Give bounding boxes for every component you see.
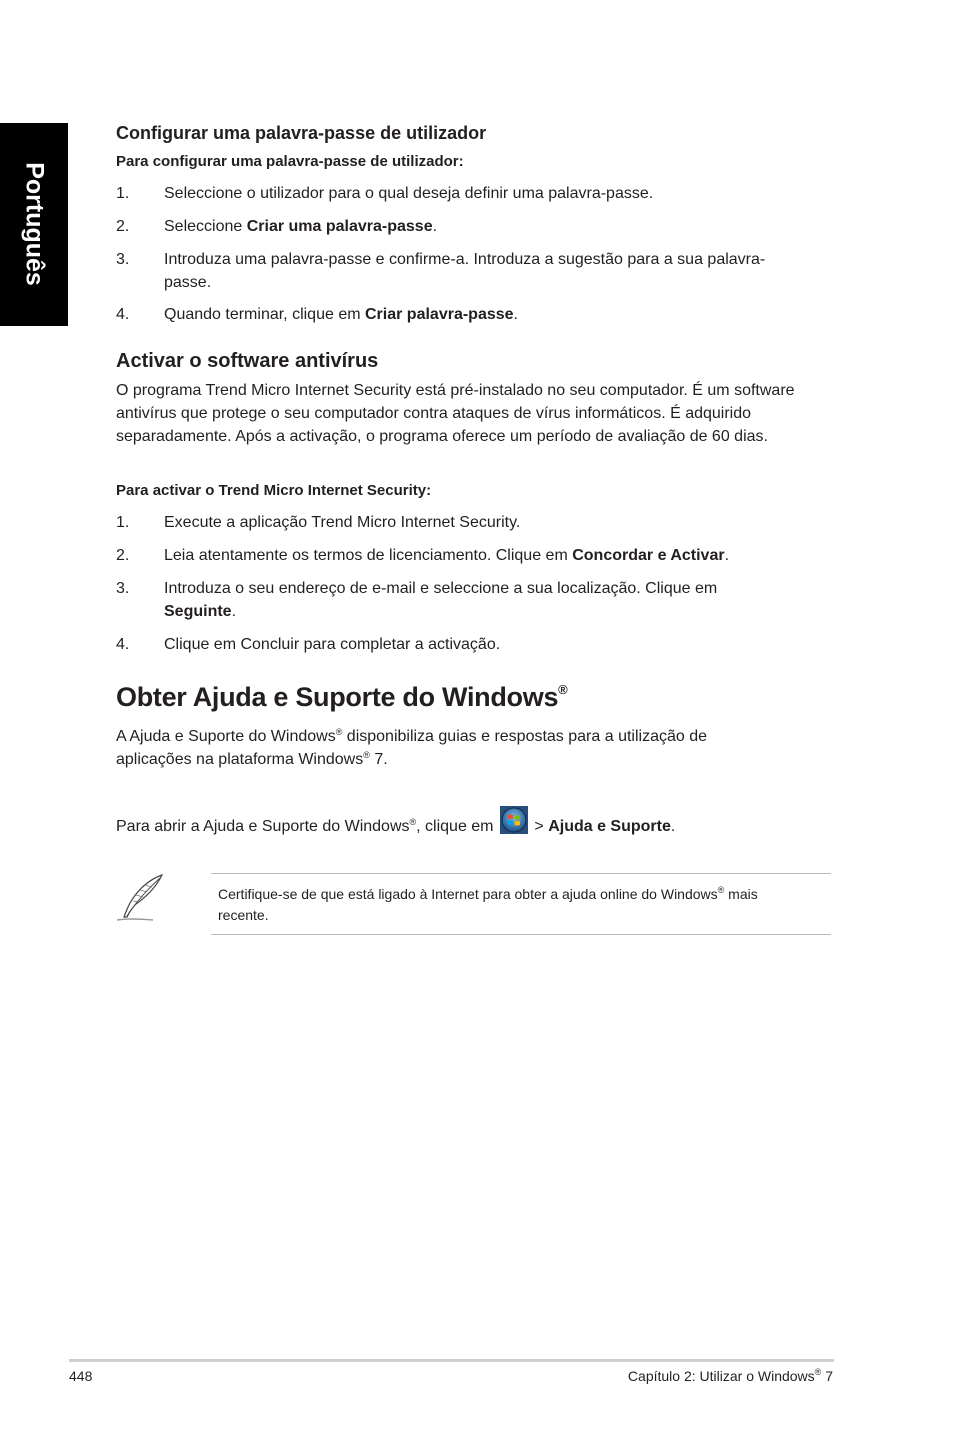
list-item: 3. Introduza o seu endereço de e-mail e seleccione a sua localização. Clique em Seguinte. xyxy=(116,580,718,620)
list-item: 2. Leia atentamente os termos de licenciamento. Clique em Concordar e Activar. xyxy=(116,547,730,564)
page-content xyxy=(116,121,828,935)
antivirus-paragraph: O programa Trend Micro Internet Security está pré-instalado no seu computador. É um software antivírus que protege o seu computador contra ataques de vírus informáticos. É adquirido separadamente. Após a activação, o programa oferece um período de avaliação de 60 dias. xyxy=(116,382,795,445)
list-item: 1. Execute a aplicação Trend Micro Internet Security. xyxy=(116,514,521,531)
steps-list-antivirus xyxy=(116,511,828,656)
chapter-title: Capítulo 2: Utilizar o Windows® 7 xyxy=(627,1367,833,1384)
list-item: 4. Clique em Concluir para completar a activação. xyxy=(116,636,501,653)
language-side-tab xyxy=(0,123,68,326)
language-label: Português xyxy=(20,162,49,286)
list-item: 1. Seleccione o utilizador para o qual deseja definir uma palavra-passe. xyxy=(116,185,654,202)
section-heading-antivirus: Activar o software antivírus xyxy=(116,350,379,372)
windows-start-orb-icon xyxy=(500,806,528,834)
steps-list-password xyxy=(116,182,828,326)
list-item: 3. Introduza uma palavra-passe e confirme-a. Introduza a sugestão para a sua palavra- passe. xyxy=(116,251,766,291)
procedure-title-password: Para configurar uma palavra-passe de utilizador: xyxy=(116,153,464,170)
list-item: 2. Seleccione Criar uma palavra-passe. xyxy=(116,218,438,235)
section-heading-password: Configurar uma palavra-passe de utilizador xyxy=(116,123,487,143)
list-item: 4. Quando terminar, clique em Criar palavra-passe. xyxy=(116,306,518,323)
page-number: 448 xyxy=(69,1368,93,1384)
footer-divider xyxy=(69,1359,834,1362)
procedure-title-antivirus: Para activar o Trend Micro Internet Security: xyxy=(116,482,432,499)
note-block xyxy=(116,873,828,935)
section-heading-help-support: Obter Ajuda e Suporte do Windows® xyxy=(116,682,568,712)
note-text: Certifique-se de que está ligado à Internet para obter a ajuda online do Windows® mais recente. xyxy=(211,873,831,935)
help-support-instruction: Para abrir a Ajuda e Suporte do Windows®, clique em > Ajuda e Suporte. xyxy=(116,806,828,841)
feather-pen-icon xyxy=(116,873,166,923)
help-support-paragraph: A Ajuda e Suporte do Windows® disponibiliza guias e respostas para a utilização de aplicações na plataforma Windows® 7. xyxy=(116,727,708,768)
